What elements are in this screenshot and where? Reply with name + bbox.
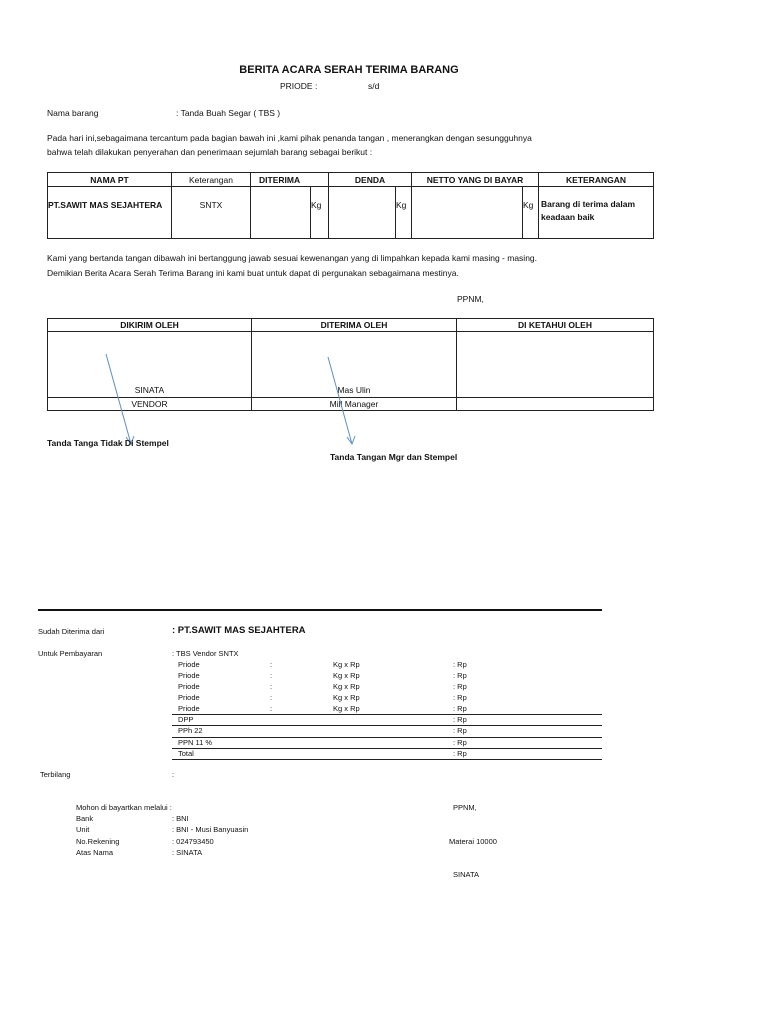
cell-remark-line-1: Barang di terima dalam: [541, 199, 636, 209]
cell-remark-line-2: keadaan baik: [541, 212, 595, 222]
document-title: BERITA ACARA SERAH TERIMA BARANG: [239, 64, 459, 76]
account-number-label: No.Rekening: [76, 837, 120, 846]
rule-after-total: [172, 759, 602, 760]
statement-line-1: Kami yang bertanda tangan dibawah ini bertanggung jawab sesuai kewenangan yang di limpahkan kepada kami masing - masing.: [47, 253, 538, 263]
sender-name: SINATA: [48, 332, 252, 398]
period-row-rp: : Rp: [453, 660, 467, 669]
period-row-colon: :: [270, 671, 273, 680]
account-name-value: : SINATA: [172, 848, 203, 857]
account-number-value: : 024793450: [172, 837, 214, 846]
intro-line-2: bahwa telah dilakukan penyerahan dan penerimaan sejumlah barang sebagai berikut :: [47, 147, 373, 157]
period-row-rp: : Rp: [453, 704, 467, 713]
receiver-name: Mas Ulin: [252, 332, 457, 398]
rule-before-ppn: [172, 737, 602, 738]
ppnm-bottom: PPNM,: [453, 803, 477, 812]
period-row-label: Priode: [178, 682, 200, 691]
header-receiver: DITERIMA OLEH: [252, 319, 457, 332]
summary-label-ppn: PPN 11 %: [178, 738, 213, 747]
ppnm-heading: PPNM,: [457, 294, 484, 304]
intro-line-1: Pada hari ini,sebagaimana tercantum pada bagian bawah ini ,kami pihak penanda tangan , menerangkan dengan sesungguhnya: [47, 133, 532, 143]
period-separator: s/d: [368, 81, 380, 91]
period-row-label: Priode: [178, 693, 200, 702]
payment-value: : TBS Vendor SNTX: [172, 649, 239, 658]
period-row-label: Priode: [178, 704, 200, 713]
period-row-colon: :: [270, 682, 273, 691]
annotation-arrows: [0, 0, 768, 500]
received-from-label: Sudah Diterima dari: [38, 627, 105, 636]
summary-rp-total: : Rp: [453, 749, 467, 758]
note-left: Tanda Tanga Tidak Di Stempel: [47, 438, 169, 448]
period-row-kg: Kg x Rp: [333, 660, 360, 669]
note-right: Tanda Tangan Mgr dan Stempel: [330, 452, 458, 462]
cell-diterima-unit: Kg: [311, 187, 329, 239]
col-header-keterangan-2: KETERANGAN: [539, 173, 654, 187]
unit-label: Unit: [76, 825, 90, 834]
period-row-kg: Kg x Rp: [333, 704, 360, 713]
period-row-colon: :: [270, 660, 273, 669]
col-header-denda: DENDA: [329, 173, 412, 187]
sender-role: VENDOR: [48, 398, 252, 411]
materai-label: Materai 10000: [449, 837, 497, 846]
terbilang-label: Terbilang: [40, 770, 71, 779]
period-row-rp: : Rp: [453, 671, 467, 680]
summary-label-total: Total: [178, 749, 194, 758]
summary-rp-pph: : Rp: [453, 726, 467, 735]
unit-value: : BNI - Musi Banyuasin: [172, 825, 249, 834]
bank-value: : BNI: [172, 814, 189, 823]
cell-denda-unit: Kg: [396, 187, 412, 239]
col-header-diterima: DITERIMA: [251, 173, 329, 187]
header-acknowledger: DI KETAHUI OLEH: [457, 319, 654, 332]
bank-label: Bank: [76, 814, 94, 823]
summary-label-dpp: DPP: [178, 715, 194, 724]
period-row-kg: Kg x Rp: [333, 671, 360, 680]
bank-intro: Mohon di bayartkan melalui :: [76, 803, 172, 812]
summary-rp-ppn: : Rp: [453, 738, 467, 747]
item-label: Nama barang: [47, 108, 99, 118]
rule-before-dpp: [172, 714, 602, 715]
account-name-label: Atas Nama: [76, 848, 114, 857]
header-sender: DIKIRIM OLEH: [48, 319, 252, 332]
col-header-netto: NETTO YANG DI BAYAR: [412, 173, 539, 187]
arrow-to-right-note: [328, 357, 352, 444]
col-header-keterangan: Keterangan: [172, 173, 251, 187]
period-row-colon: :: [270, 693, 273, 702]
receiver-role: Mill Manager: [252, 398, 457, 411]
signer-name: SINATA: [453, 870, 479, 879]
period-row-kg: Kg x Rp: [333, 693, 360, 702]
terbilang-value: :: [172, 770, 175, 779]
summary-label-pph: PPh 22: [178, 726, 203, 735]
section-divider: [38, 609, 602, 611]
period-row-colon: :: [270, 704, 273, 713]
received-from-value: : PT.SAWIT MAS SEJAHTERA: [172, 625, 306, 636]
period-row-rp: : Rp: [453, 682, 467, 691]
item-value: : Tanda Buah Segar ( TBS ): [176, 108, 281, 118]
arrow-to-left-note: [106, 354, 131, 444]
rule-before-pph: [172, 725, 602, 726]
cell-company: PT.SAWIT MAS SEJAHTERA: [48, 187, 172, 239]
summary-rp-dpp: : Rp: [453, 715, 467, 724]
period-label: PRIODE :: [280, 81, 318, 91]
period-row-rp: : Rp: [453, 693, 467, 702]
period-row-label: Priode: [178, 660, 200, 669]
period-row-label: Priode: [178, 671, 200, 680]
col-header-nama-pt: NAMA PT: [48, 173, 172, 187]
period-row-kg: Kg x Rp: [333, 682, 360, 691]
payment-label: Untuk Pembayaran: [38, 649, 103, 658]
cell-keterangan: SNTX: [172, 187, 251, 239]
cell-netto-unit: Kg: [523, 187, 539, 239]
rule-before-total: [172, 748, 602, 749]
statement-line-2: Demikian Berita Acara Serah Terima Barang ini kami buat untuk dapat di pergunakan sebagaimana mestinya.: [47, 268, 459, 278]
